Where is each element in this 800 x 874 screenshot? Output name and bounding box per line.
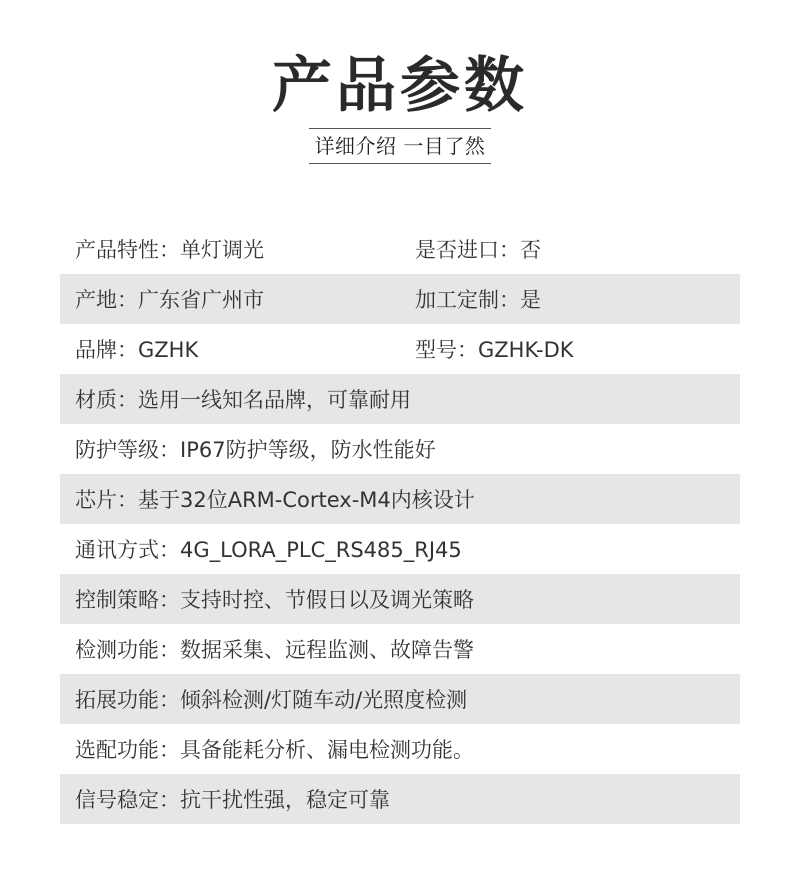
param-model: 型号：GZHK-DK (415, 338, 574, 362)
param-row-extension (60, 674, 740, 724)
param-row-communication (60, 524, 740, 574)
param-optional: 选配功能：具备能耗分析、漏电检测功能。 (75, 738, 474, 762)
param-row-brand-model (60, 324, 740, 374)
param-row-features-import (60, 224, 740, 274)
param-extension: 拓展功能：倾斜检测/灯随车动/光照度检测 (75, 688, 468, 712)
param-customization: 加工定制：是 (415, 288, 541, 312)
param-material: 材质：选用一线知名品牌，可靠耐用 (75, 388, 411, 412)
param-row-detection (60, 624, 740, 674)
param-row-signal (60, 774, 740, 824)
param-row-origin-custom (60, 274, 740, 324)
subtitle-wrapper (0, 128, 800, 164)
param-detection: 检测功能：数据采集、远程监测、故障告警 (75, 638, 474, 662)
param-row-protection (60, 424, 740, 474)
param-row-material (60, 374, 740, 424)
param-imported: 是否进口：否 (415, 238, 541, 262)
param-row-chip (60, 474, 740, 524)
page-title: 产品参数 (272, 51, 528, 121)
param-chip: 芯片：基于32位ARM-Cortex-M4内核设计 (75, 488, 475, 512)
parameters-table (60, 224, 740, 824)
param-brand: 品牌：GZHK (75, 338, 199, 362)
param-origin: 产地：广东省广州市 (75, 288, 264, 312)
param-row-optional (60, 724, 740, 774)
param-product-features: 产品特性：单灯调光 (75, 238, 264, 262)
param-row-control-strategy (60, 574, 740, 624)
page-subtitle: 详细介绍 一目了然 (309, 128, 492, 164)
param-signal: 信号稳定：抗干扰性强，稳定可靠 (75, 788, 390, 812)
param-control-strategy: 控制策略：支持时控、节假日以及调光策略 (75, 588, 474, 612)
param-protection-rating: 防护等级：IP67防护等级，防水性能好 (75, 438, 436, 462)
param-communication: 通讯方式：4G_LORA_PLC_RS485_RJ45 (75, 538, 462, 562)
